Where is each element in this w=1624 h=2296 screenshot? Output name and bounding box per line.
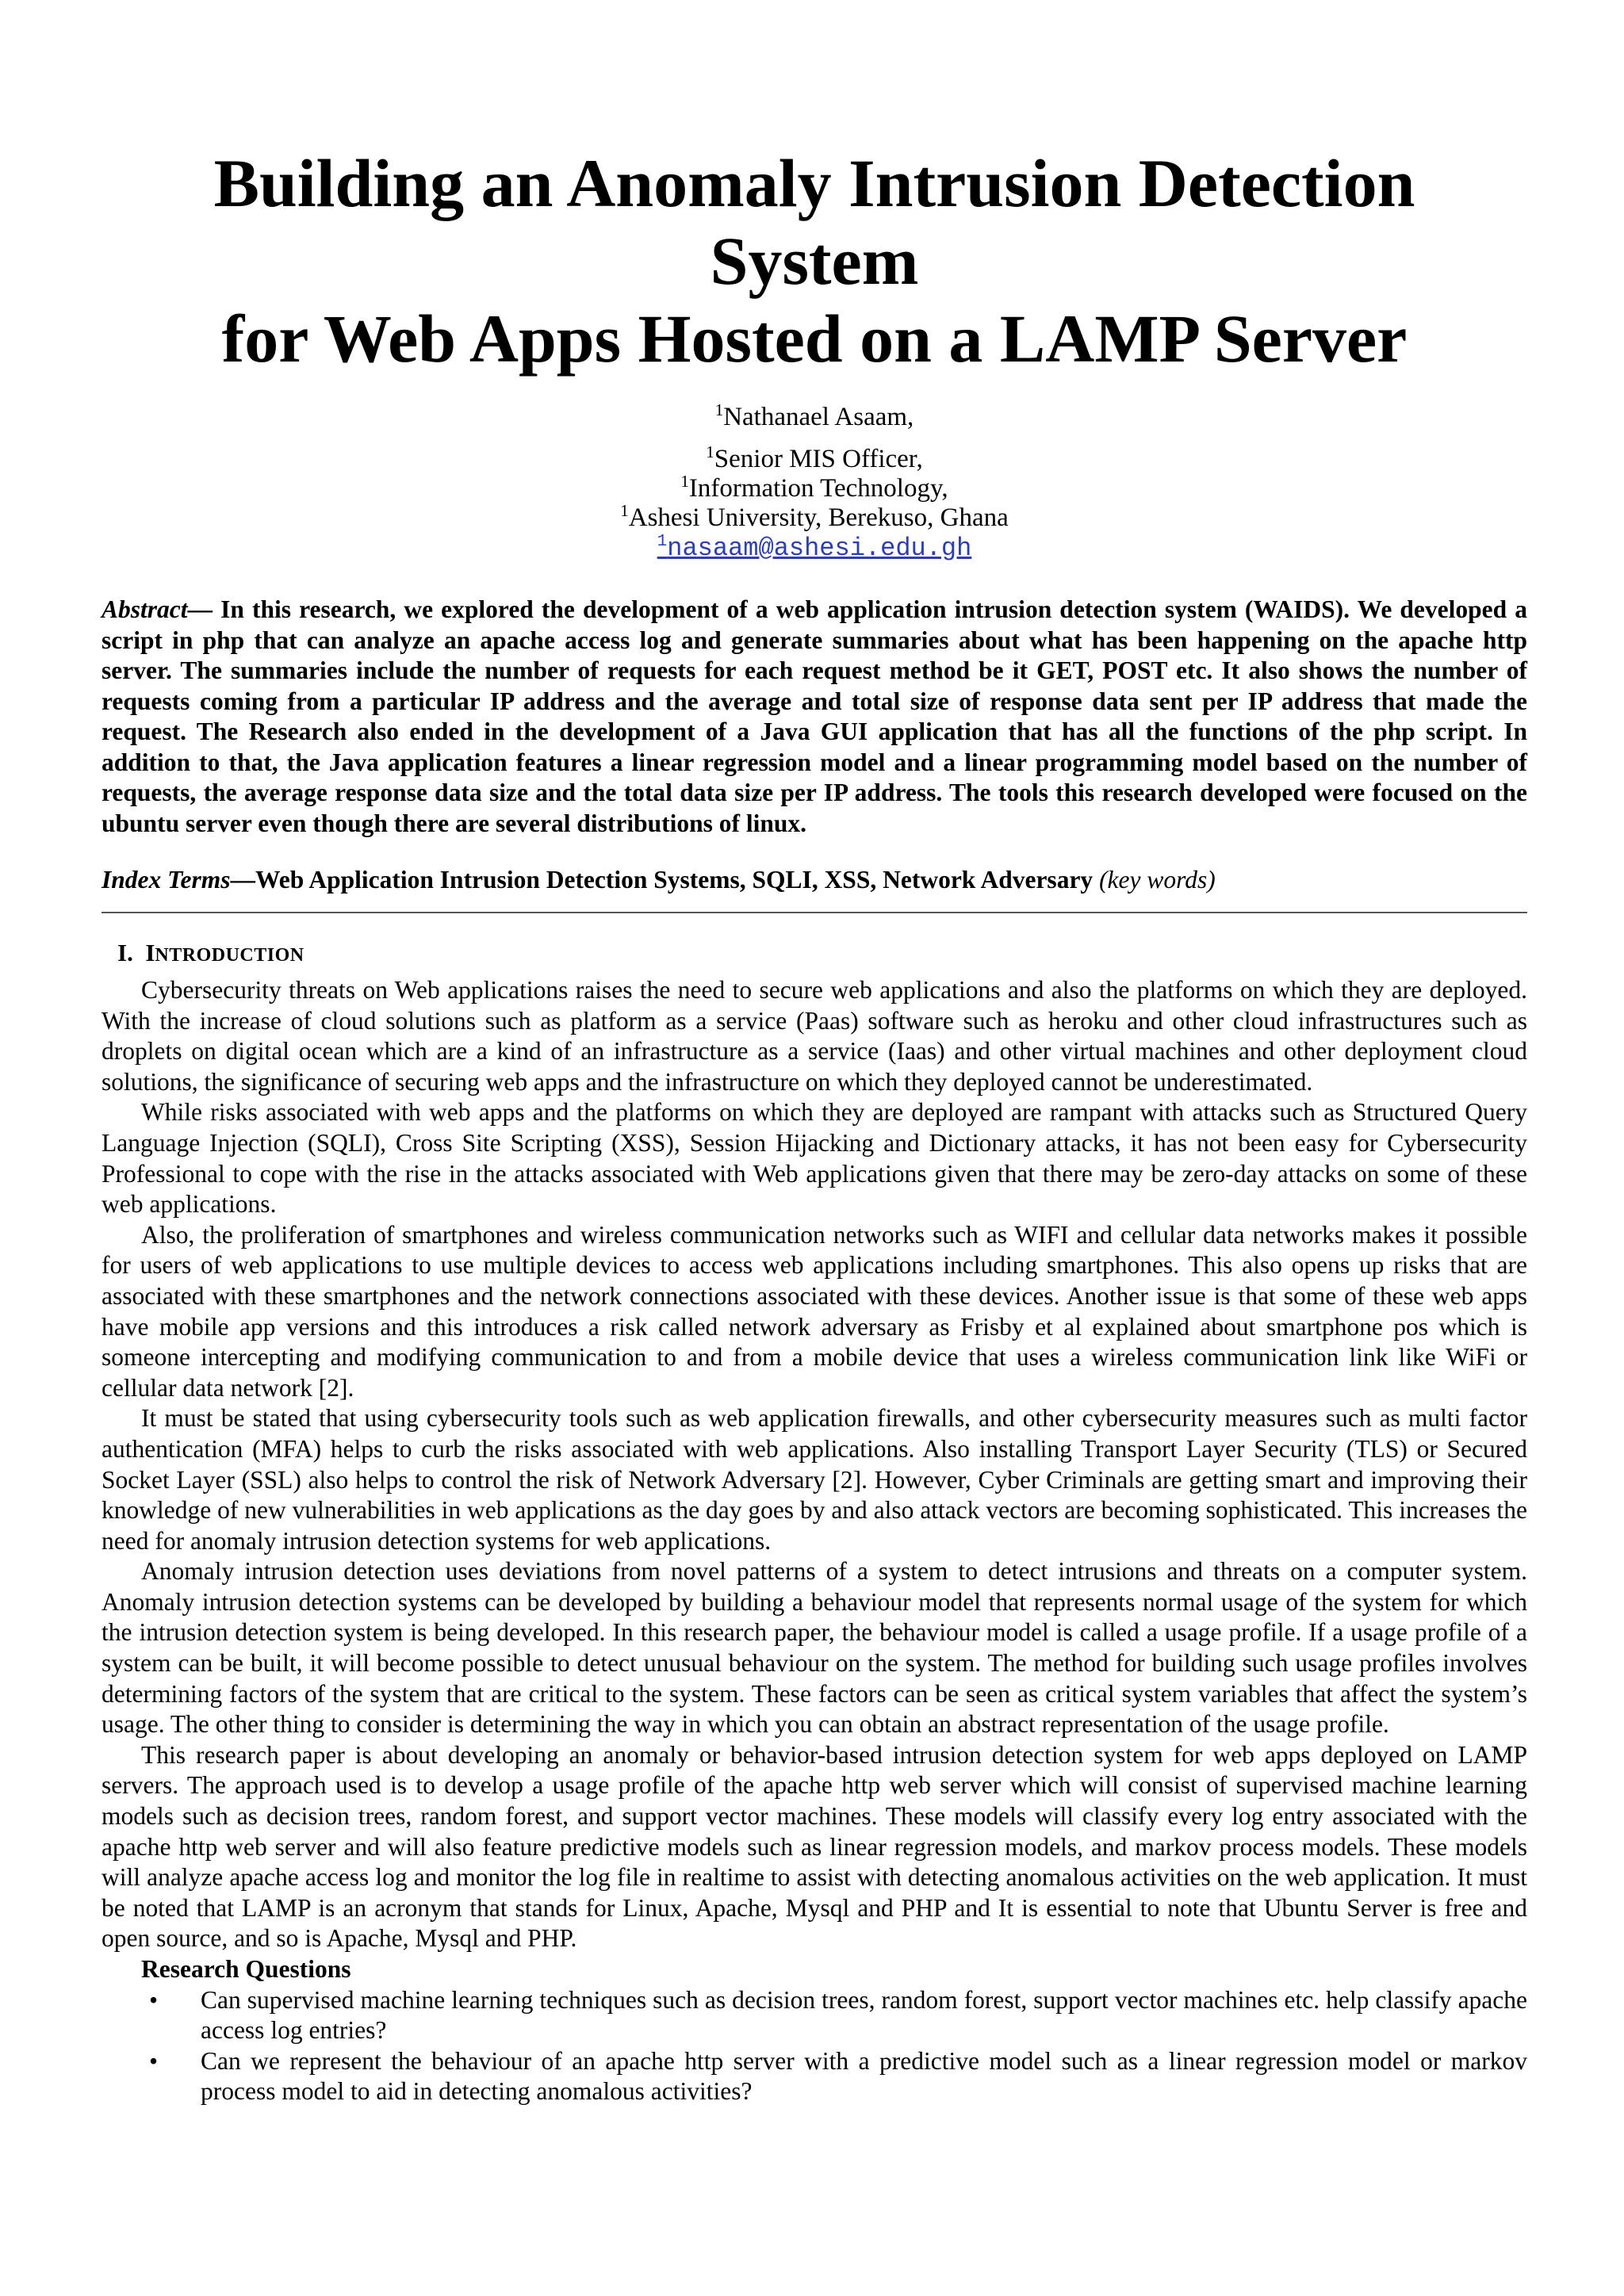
body-paragraph: While risks associated with web apps and the platforms on which they are deployed are rampant with attacks such as Structured Query Language Injection (SQLI), Cross Site Scripting (XSS), Session Hijacking and Dictionary attacks, it has not been easy for Cybersecurity Professional to cope with the rise in the attacks associated with Web applications given that there may be zero-day attacks on some of these web applications. (102, 1098, 1527, 1219)
index-terms-text: —Web Application Intrusion Detection Systems, SQLI, XSS, Network Adversary (230, 866, 1094, 894)
research-questions-heading: Research Questions (141, 1955, 351, 1983)
paper-title (102, 0, 1527, 377)
author-name: $^1$Nathanael Asaam, (714, 400, 914, 431)
author-email[interactable]: $^1$nasaam@ashesi.edu.gh (657, 533, 972, 563)
body-paragraph: It must be stated that using cybersecurity tools such as web application firewalls, and other cybersecurity measures such as multi factor authentication (MFA) helps to curb the risks associated with web applications. Also installing Transport Layer Security (TLS) or Secured Socket Layer (SSL) also helps to control the risk of Network Adversary [2]. However, Cyber Criminals are getting smart and improving their knowledge of new vulnerabilities in web applications as the day goes by and also attack vectors are becoming sophisticated. This increases the need for anomaly intrusion detection systems for web applications. (102, 1404, 1527, 1555)
abstract-label: Abstract (102, 595, 188, 623)
author-block (102, 400, 1527, 563)
research-questions-list (102, 1985, 1527, 2107)
abstract-text: In this research, we explored the development of a web application intrusion detection system (WAIDS). We developed a script in php that can analyze an apache access log and generate summaries about what has been happening on the apache http server. The summaries include the number of requests for each request method be it GET, POST etc. It also shows the number of requests coming from a particular IP address and the average and total size of response data sent per IP address that made the request. The Research also ended in the development of a Java GUI application that has all the functions of the php script. In addition to that, the Java application features a linear regression model and a linear programming model based on the number of requests, the average response data size and the total data size per IP address. The tools this research developed were focused on the ubuntu server even though there are several distributions of linux. (102, 595, 1527, 837)
affiliation-line: $^1$Ashesi University, Berekuso, Ghana (620, 501, 1009, 532)
affiliation-line: $^1$Information Technology, (680, 472, 948, 503)
abstract: Abstract— In this research, we explored the development of a web application intrusion detection system (WAIDS). We developed a script in php that can analyze an apache access log and generate summaries about what has been happening on the apache http server. The summaries include the number of requests for each request method be it GET, POST etc. It also shows the number of requests coming from a particular IP address and the average and total size of response data sent per IP address that made the request. The Research also ended in the development of a Java GUI application that has all the functions of the php script. In addition to that, the Java application features a linear regression model and a linear programming model based on the number of requests, the average response data size and the total data size per IP address. The tools this research developed were focused on the ubuntu server even though there are several distributions of linux. (102, 595, 1527, 837)
list-item: • Can we represent the behaviour of an apache http server with a predictive model such as a linear regression model or markov process model to aid in detecting anomalous activities? (201, 2046, 1527, 2107)
index-terms (102, 864, 1527, 896)
affiliation-line: $^1$Senior MIS Officer, (706, 442, 923, 473)
introduction-body (102, 975, 1527, 2107)
body-paragraph: Anomaly intrusion detection uses deviations from novel patterns of a system to detect intrusions and threats on a computer system. Anomaly intrusion detection systems can be developed by building a behaviour model that represents normal usage of the system for which the intrusion detection system is being developed. In this research paper, the behaviour model is called a usage profile. If a usage profile of a system can be built, it will become possible to detect unusual behaviour on the system. The method for building such usage profiles involves determining factors of the system that are critical to the system. These factors can be seen as critical system variables that affect the system’s usage. The other thing to consider is determining the way in which you can obtain an abstract representation of the usage profile. (102, 1557, 1527, 1739)
title-line-1: Building an Anomaly Intrusion Detection System (213, 145, 1415, 299)
keywords-note: (key words) (1099, 866, 1216, 894)
body-paragraph: Cybersecurity threats on Web applications raises the need to secure web applications and also the platforms on which they are deployed. With the increase of cloud solutions such as platform as a service (Paas) software such as heroku and other cloud infrastructures such as droplets on digital ocean which are a kind of an infrastructure as a service (Iaas) and other virtual machines and other deployment cloud solutions, the significance of securing web apps and the infrastructure on which they deployed cannot be underestimated. (102, 976, 1527, 1096)
index-terms-label: Index Terms (102, 866, 231, 894)
body-paragraph: Also, the proliferation of smartphones and wireless communication networks such as WIFI and cellular data networks makes it possible for users of web applications to use multiple devices to access web applications including smartphones. This also opens up risks that are associated with these smartphones and the network connections associated with these devices. Another issue is that some of these web apps have mobile app versions and this introduces a risk called network adversary as Frisby et al explained about smartphone pos which is someone intercepting and modifying communication to and from a mobile device that uses a wireless communication link like WiFi or cellular data network [2]. (102, 1220, 1527, 1402)
body-paragraph: This research paper is about developing an anomaly or behavior-based intrusion detection system for web apps deployed on LAMP servers. The approach used is to develop a usage profile of the apache http web server which will consist of supervised machine learning models such as decision trees, random forest, and support vector machines. These models will classify every log entry associated with the apache http web server and will also feature predictive models such as linear regression models, and markov process models. These models will analyze apache access log and monitor the log file in realtime to assist with detecting anomalous activities on the web application. It must be noted that LAMP is an acronym that stands for Linux, Apache, Mysql and PHP and It is essential to note that Ubuntu Server is free and open source, and so is Apache, Mysql and PHP. (102, 1740, 1527, 1953)
section-divider (102, 912, 1527, 913)
title-line-2: for Web Apps Hosted on a LAMP Server (221, 300, 1408, 377)
section-heading-introduction: I. INTRODUCTION (117, 939, 304, 966)
list-item: • Can supervised machine learning techniques such as decision trees, random forest, support vector machines etc. help classify apache access log entries? (201, 1985, 1527, 2046)
